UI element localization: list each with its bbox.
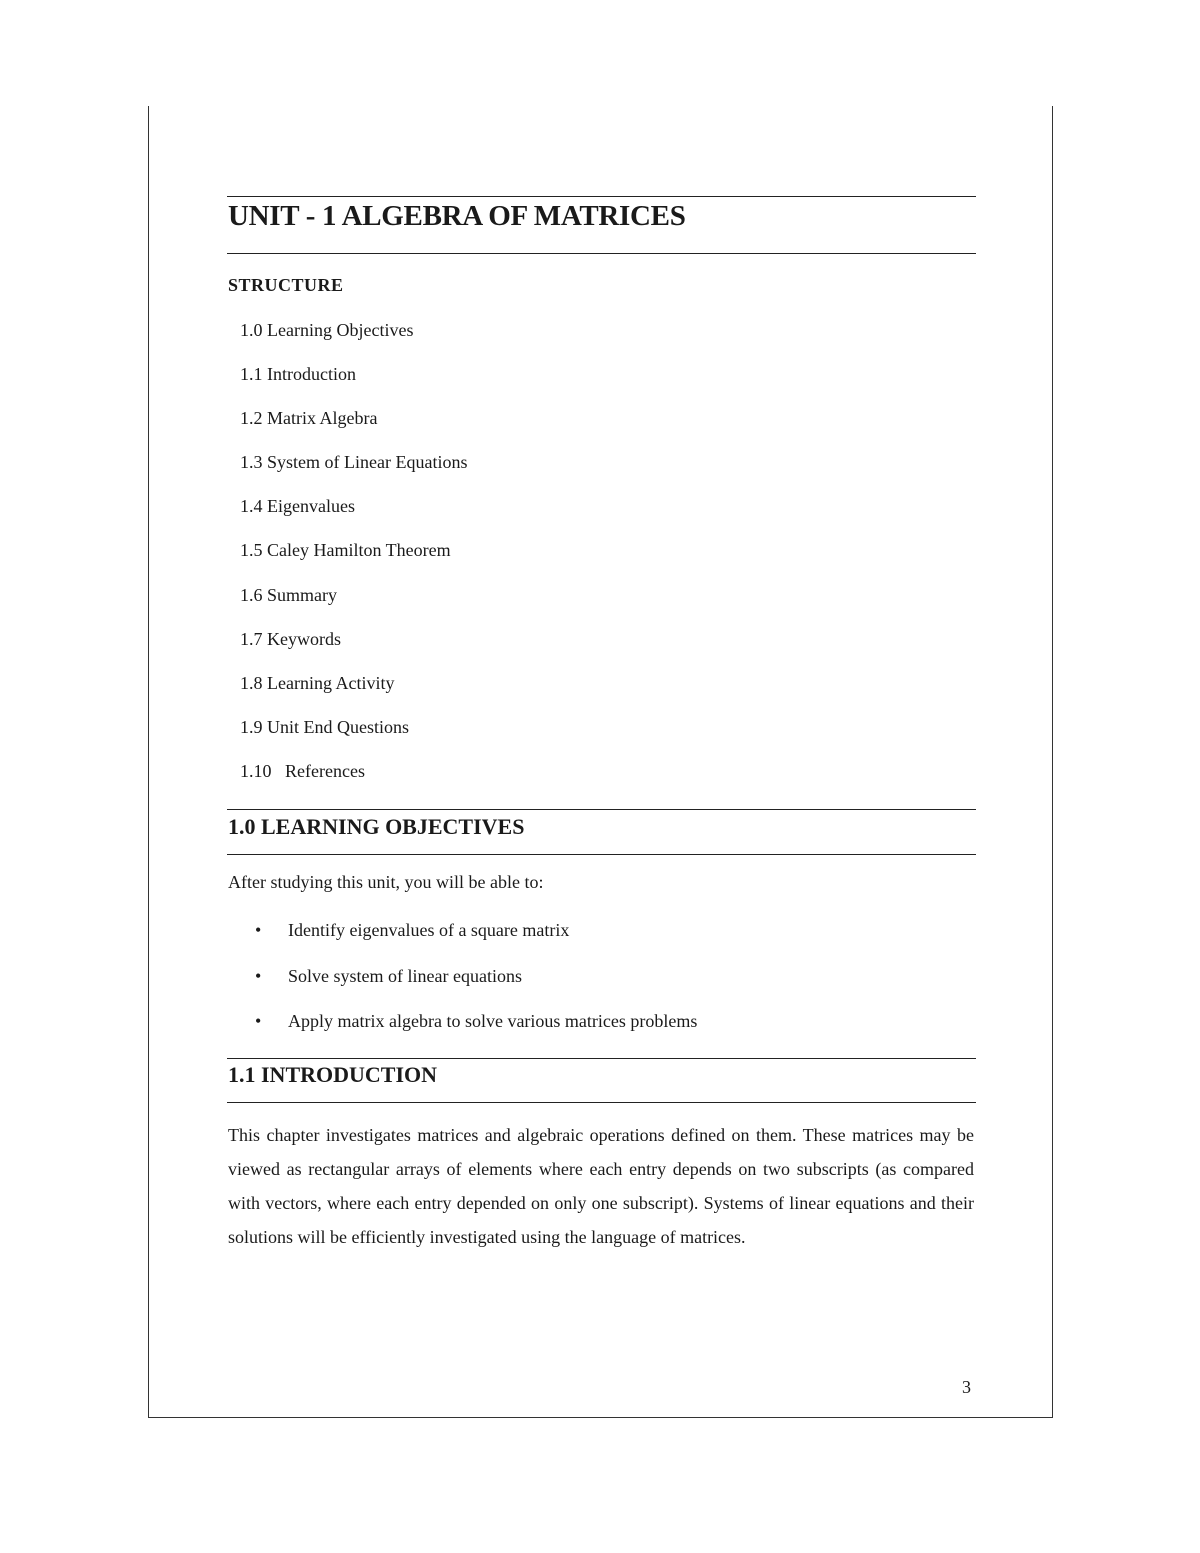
unit-title: UNIT - 1 ALGEBRA OF MATRICES bbox=[228, 200, 686, 232]
page-number: 3 bbox=[962, 1377, 971, 1397]
introduction-heading: 1.1 INTRODUCTION bbox=[228, 1062, 438, 1087]
objectives-intro: After studying this unit, you will be able to: bbox=[228, 872, 544, 892]
structure-item: 1.7 Keywords bbox=[240, 628, 341, 649]
structure-item: 1.8 Learning Activity bbox=[240, 672, 395, 693]
structure-item: 1.0 Learning Objectives bbox=[240, 320, 414, 340]
objective-text: Identify eigenvalues of a square matrix bbox=[288, 920, 570, 940]
title-rule-top bbox=[227, 196, 976, 197]
introduction-paragraph: This chapter investigates matrices and algebraic operations defined on them. These matrices may be viewed as rectangular arrays of elements where each entry depends on two subscripts (as compared with vectors, where each entry depended on only one subscript). Systems of linear equations and their solutions will be efficiently investigated using the language of matrices. bbox=[228, 1125, 974, 1247]
objectives-rule-bottom bbox=[227, 854, 976, 855]
structure-item: 1.2 Matrix Algebra bbox=[240, 408, 378, 429]
objectives-list bbox=[255, 916, 697, 1053]
structure-list bbox=[240, 316, 467, 801]
title-rule-bottom bbox=[227, 253, 976, 254]
objective-item bbox=[255, 1007, 697, 1053]
structure-item: 1.4 Eigenvalues bbox=[240, 496, 355, 517]
bullet-icon: • bbox=[255, 920, 262, 940]
structure-item: 1.6 Summary bbox=[240, 584, 337, 605]
structure-item: 1.10 References bbox=[240, 760, 365, 781]
objective-item bbox=[255, 962, 697, 1008]
structure-item: 1.1 Introduction bbox=[240, 364, 356, 385]
introduction-rule-bottom bbox=[227, 1102, 976, 1103]
structure-heading: STRUCTURE bbox=[228, 275, 344, 295]
structure-item: 1.3 System of Linear Equations bbox=[240, 452, 468, 473]
objective-text: Solve system of linear equations bbox=[288, 965, 522, 986]
objective-text: Apply matrix algebra to solve various matrices problems bbox=[288, 1011, 698, 1031]
bullet-icon: • bbox=[255, 965, 262, 986]
objectives-heading: 1.0 LEARNING OBJECTIVES bbox=[228, 814, 525, 839]
introduction-rule-top bbox=[227, 1058, 976, 1059]
objective-item bbox=[255, 916, 697, 962]
bullet-icon: • bbox=[255, 1011, 262, 1031]
structure-item: 1.9 Unit End Questions bbox=[240, 716, 409, 737]
objectives-rule-top bbox=[227, 809, 976, 810]
structure-item: 1.5 Caley Hamilton Theorem bbox=[240, 540, 451, 561]
